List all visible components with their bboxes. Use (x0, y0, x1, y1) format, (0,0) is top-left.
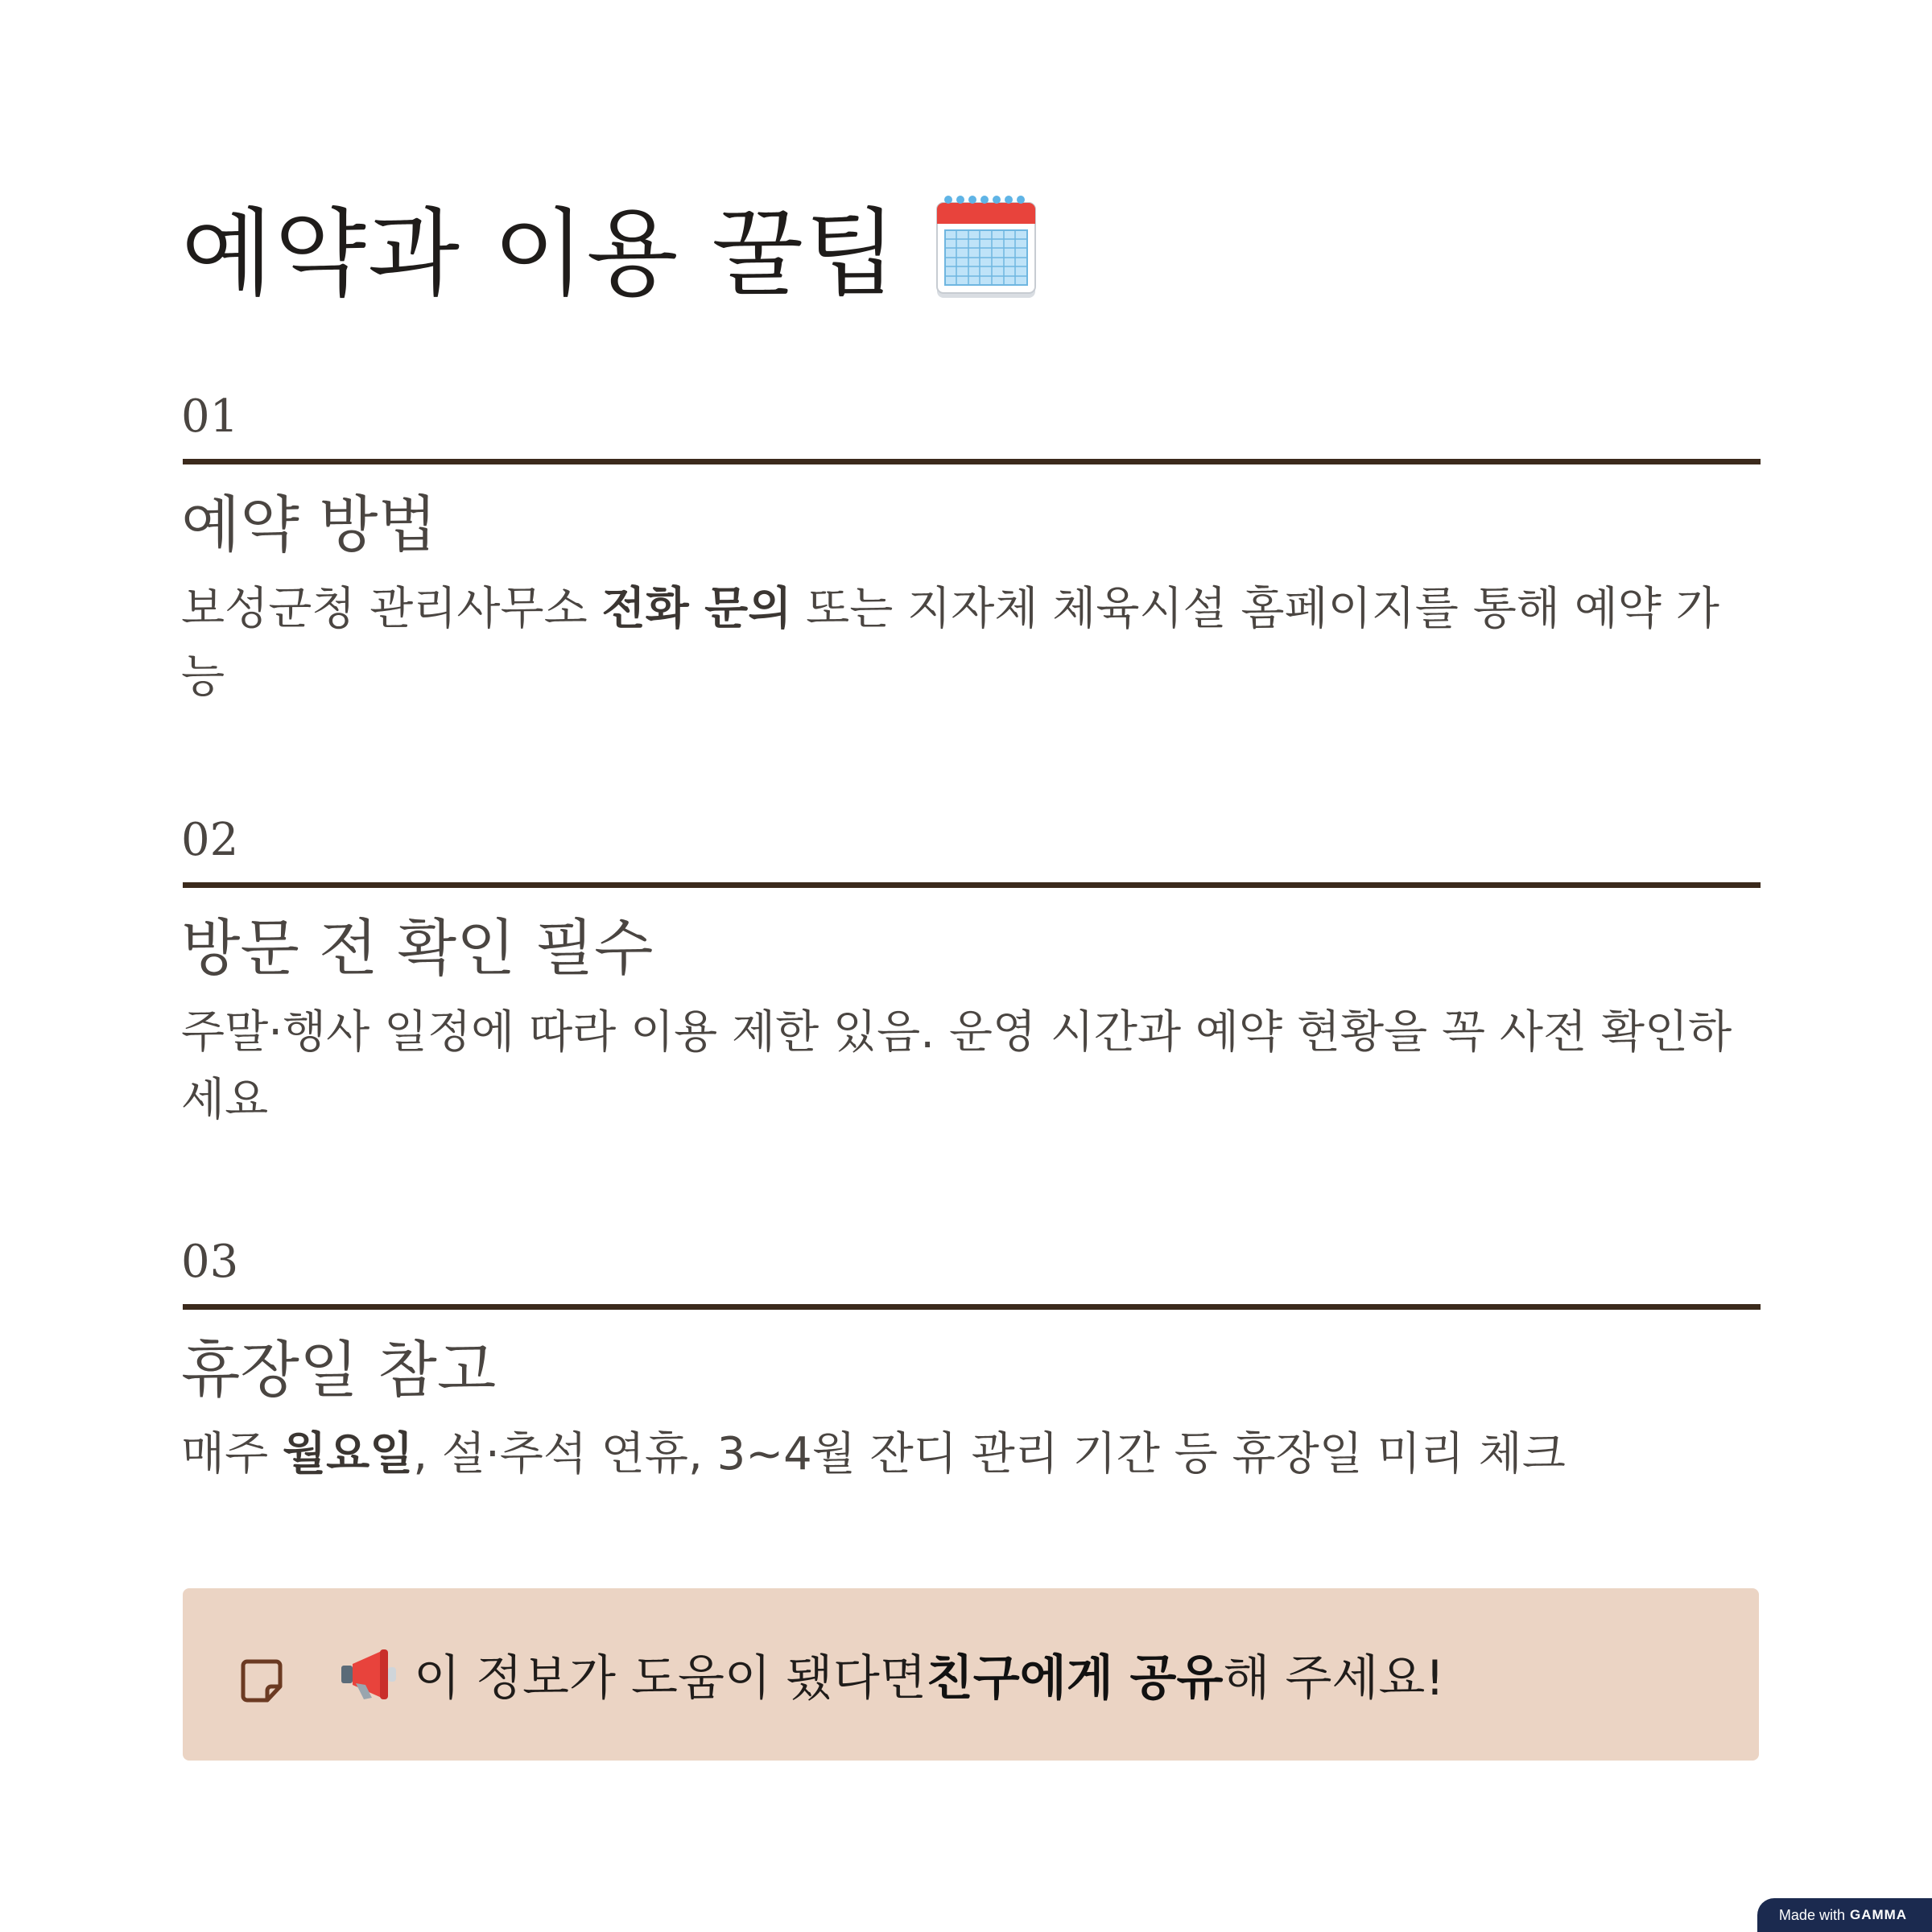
section-body (181, 576, 1759, 711)
megaphone-icon (340, 1646, 401, 1703)
section-number: 03 (181, 1236, 239, 1288)
section-body (181, 999, 1759, 1134)
callout-text-part: 해 주세요! (1223, 1650, 1445, 1707)
calendar-icon (934, 192, 1038, 300)
section-divider (183, 1304, 1761, 1310)
callout-text-part: 이 정보가 도움이 됐다면 (414, 1650, 927, 1707)
body-text: 보성군청 관리사무소 (181, 583, 602, 635)
section-check-before-visit (181, 814, 1759, 1156)
section-divider (183, 459, 1761, 464)
callout-bold-text: 친구에게 공유 (926, 1650, 1224, 1707)
callout-text (340, 1588, 1444, 1761)
note-icon (241, 1659, 283, 1703)
body-text: 주말·행사 일정에 따라 이용 제한 있음. 운영 시간과 예약 현황을 꼭 사전 확인하세요 (181, 1006, 1732, 1126)
section-body (181, 1421, 1759, 1488)
body-text: , 설·추석 연휴, 3~4월 잔디 관리 기간 등 휴장일 미리 체크 (413, 1428, 1566, 1480)
page-title-text: 예약과 이용 꿀팁 (181, 198, 898, 309)
made-with-gamma-badge[interactable] (1757, 1898, 1932, 1932)
section-number: 02 (181, 814, 239, 866)
section-divider (183, 882, 1761, 888)
share-callout (183, 1588, 1759, 1761)
page-title (181, 181, 1038, 310)
body-text: 매주 (181, 1428, 283, 1480)
section-heading: 예약 방법 (181, 489, 437, 560)
body-bold-text: 전화 문의 (601, 583, 792, 635)
section-closed-days (181, 1236, 1759, 1530)
section-heading: 방문 전 확인 필수 (181, 912, 654, 984)
section-heading: 휴장일 참고 (181, 1334, 497, 1406)
section-number: 01 (181, 390, 239, 443)
body-bold-text: 월요일 (283, 1428, 414, 1480)
badge-prefix: Made with (1778, 1906, 1845, 1923)
badge-brand: GAMMA (1849, 1907, 1908, 1922)
section-reservation (181, 390, 1759, 733)
body-text: 또는 지자체 체육시설 홈페이지를 통해 예약 가능 (181, 583, 1719, 703)
